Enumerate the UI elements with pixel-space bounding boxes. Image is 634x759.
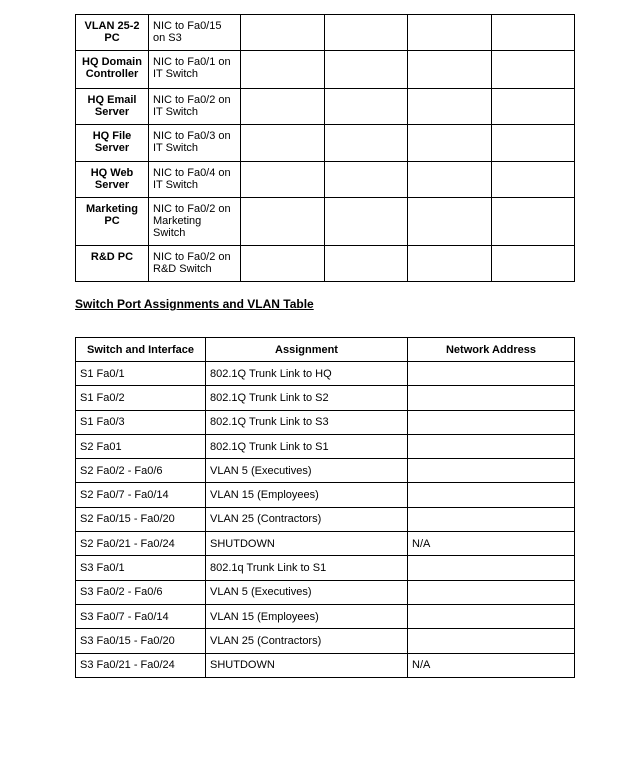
connection-cell: NIC to Fa0/3 on IT Switch — [149, 125, 241, 162]
table-row — [76, 507, 575, 531]
network-address-cell[interactable] — [408, 629, 575, 653]
network-address-cell[interactable] — [408, 580, 575, 604]
switch-interface-cell: S1 Fa0/3 — [76, 410, 206, 434]
switch-interface-cell: S2 Fa0/15 - Fa0/20 — [76, 507, 206, 531]
assignment-cell: SHUTDOWN — [206, 653, 408, 677]
assignment-cell: VLAN 25 (Contractors) — [206, 629, 408, 653]
blank-cell[interactable] — [492, 198, 575, 246]
connection-cell: NIC to Fa0/2 on R&D Switch — [149, 246, 241, 282]
switch-interface-cell: S2 Fa0/21 - Fa0/24 — [76, 532, 206, 556]
header-assignment: Assignment — [206, 338, 408, 362]
blank-cell[interactable] — [241, 15, 325, 51]
assignment-cell: 802.1Q Trunk Link to S2 — [206, 386, 408, 410]
blank-cell[interactable] — [492, 246, 575, 282]
blank-cell[interactable] — [325, 89, 408, 125]
device-name-cell: R&D PC — [76, 246, 149, 282]
switch-interface-cell: S2 Fa01 — [76, 434, 206, 458]
assignment-cell: 802.1Q Trunk Link to S3 — [206, 410, 408, 434]
blank-cell[interactable] — [325, 125, 408, 162]
device-name-cell: HQ Web Server — [76, 162, 149, 198]
blank-cell[interactable] — [325, 15, 408, 51]
blank-cell[interactable] — [492, 162, 575, 198]
switch-interface-cell: S2 Fa0/2 - Fa0/6 — [76, 459, 206, 483]
network-address-cell[interactable] — [408, 556, 575, 580]
network-address-cell[interactable] — [408, 362, 575, 386]
device-name-cell: HQ Email Server — [76, 89, 149, 125]
switch-interface-cell: S3 Fa0/21 - Fa0/24 — [76, 653, 206, 677]
network-address-cell[interactable] — [408, 386, 575, 410]
device-row — [76, 15, 575, 51]
blank-cell[interactable] — [408, 162, 492, 198]
assignment-cell: 802.1q Trunk Link to S1 — [206, 556, 408, 580]
blank-cell[interactable] — [325, 162, 408, 198]
blank-cell[interactable] — [325, 198, 408, 246]
assignment-cell: VLAN 5 (Executives) — [206, 580, 408, 604]
blank-cell[interactable] — [408, 125, 492, 162]
blank-cell[interactable] — [408, 15, 492, 51]
device-name-cell: VLAN 25-2 PC — [76, 15, 149, 51]
device-row — [76, 51, 575, 89]
blank-cell[interactable] — [241, 162, 325, 198]
assignment-cell: VLAN 15 (Employees) — [206, 483, 408, 507]
network-address-cell[interactable] — [408, 507, 575, 531]
switch-interface-cell: S1 Fa0/1 — [76, 362, 206, 386]
blank-cell[interactable] — [492, 51, 575, 89]
switch-interface-cell: S3 Fa0/15 - Fa0/20 — [76, 629, 206, 653]
blank-cell[interactable] — [492, 89, 575, 125]
connection-cell: NIC to Fa0/1 on IT Switch — [149, 51, 241, 89]
section-title: Switch Port Assignments and VLAN Table — [75, 297, 314, 311]
assignment-cell: VLAN 15 (Employees) — [206, 604, 408, 628]
device-row — [76, 125, 575, 162]
blank-cell[interactable] — [241, 89, 325, 125]
network-address-cell[interactable] — [408, 483, 575, 507]
device-name-cell: HQ File Server — [76, 125, 149, 162]
connection-cell: NIC to Fa0/4 on IT Switch — [149, 162, 241, 198]
table-row — [76, 362, 575, 386]
table-row — [76, 580, 575, 604]
blank-cell[interactable] — [241, 125, 325, 162]
connection-cell: NIC to Fa0/2 on IT Switch — [149, 89, 241, 125]
blank-cell[interactable] — [408, 198, 492, 246]
table-row — [76, 629, 575, 653]
switch-port-table — [75, 337, 575, 678]
header-network-address: Network Address — [408, 338, 575, 362]
blank-cell[interactable] — [241, 198, 325, 246]
blank-cell[interactable] — [408, 51, 492, 89]
table-row — [76, 483, 575, 507]
switch-interface-cell: S2 Fa0/7 - Fa0/14 — [76, 483, 206, 507]
blank-cell[interactable] — [492, 15, 575, 51]
table-row — [76, 410, 575, 434]
connection-cell: NIC to Fa0/2 on Marketing Switch — [149, 198, 241, 246]
network-address-cell[interactable]: N/A — [408, 532, 575, 556]
device-table — [75, 14, 575, 282]
assignment-cell: VLAN 5 (Executives) — [206, 459, 408, 483]
network-address-cell[interactable] — [408, 434, 575, 458]
blank-cell[interactable] — [325, 51, 408, 89]
blank-cell[interactable] — [241, 51, 325, 89]
assignment-cell: 802.1Q Trunk Link to S1 — [206, 434, 408, 458]
network-address-cell[interactable] — [408, 459, 575, 483]
table-row — [76, 532, 575, 556]
blank-cell[interactable] — [492, 125, 575, 162]
network-address-cell[interactable] — [408, 410, 575, 434]
blank-cell[interactable] — [408, 89, 492, 125]
network-address-cell[interactable] — [408, 604, 575, 628]
connection-cell: NIC to Fa0/15 on S3 — [149, 15, 241, 51]
switch-interface-cell: S1 Fa0/2 — [76, 386, 206, 410]
switch-interface-cell: S3 Fa0/7 - Fa0/14 — [76, 604, 206, 628]
blank-cell[interactable] — [408, 246, 492, 282]
table-row — [76, 459, 575, 483]
device-row — [76, 162, 575, 198]
device-name-cell: HQ Domain Controller — [76, 51, 149, 89]
blank-cell[interactable] — [325, 246, 408, 282]
device-row — [76, 246, 575, 282]
device-name-cell: Marketing PC — [76, 198, 149, 246]
table-row — [76, 386, 575, 410]
device-row — [76, 198, 575, 246]
device-row — [76, 89, 575, 125]
table-header-row — [76, 338, 575, 362]
assignment-cell: SHUTDOWN — [206, 532, 408, 556]
assignment-cell: VLAN 25 (Contractors) — [206, 507, 408, 531]
switch-interface-cell: S3 Fa0/1 — [76, 556, 206, 580]
header-switch-interface: Switch and Interface — [76, 338, 206, 362]
switch-interface-cell: S3 Fa0/2 - Fa0/6 — [76, 580, 206, 604]
table-row — [76, 653, 575, 677]
table-row — [76, 604, 575, 628]
table-row — [76, 434, 575, 458]
table-row — [76, 556, 575, 580]
assignment-cell: 802.1Q Trunk Link to HQ — [206, 362, 408, 386]
network-address-cell[interactable]: N/A — [408, 653, 575, 677]
blank-cell[interactable] — [241, 246, 325, 282]
